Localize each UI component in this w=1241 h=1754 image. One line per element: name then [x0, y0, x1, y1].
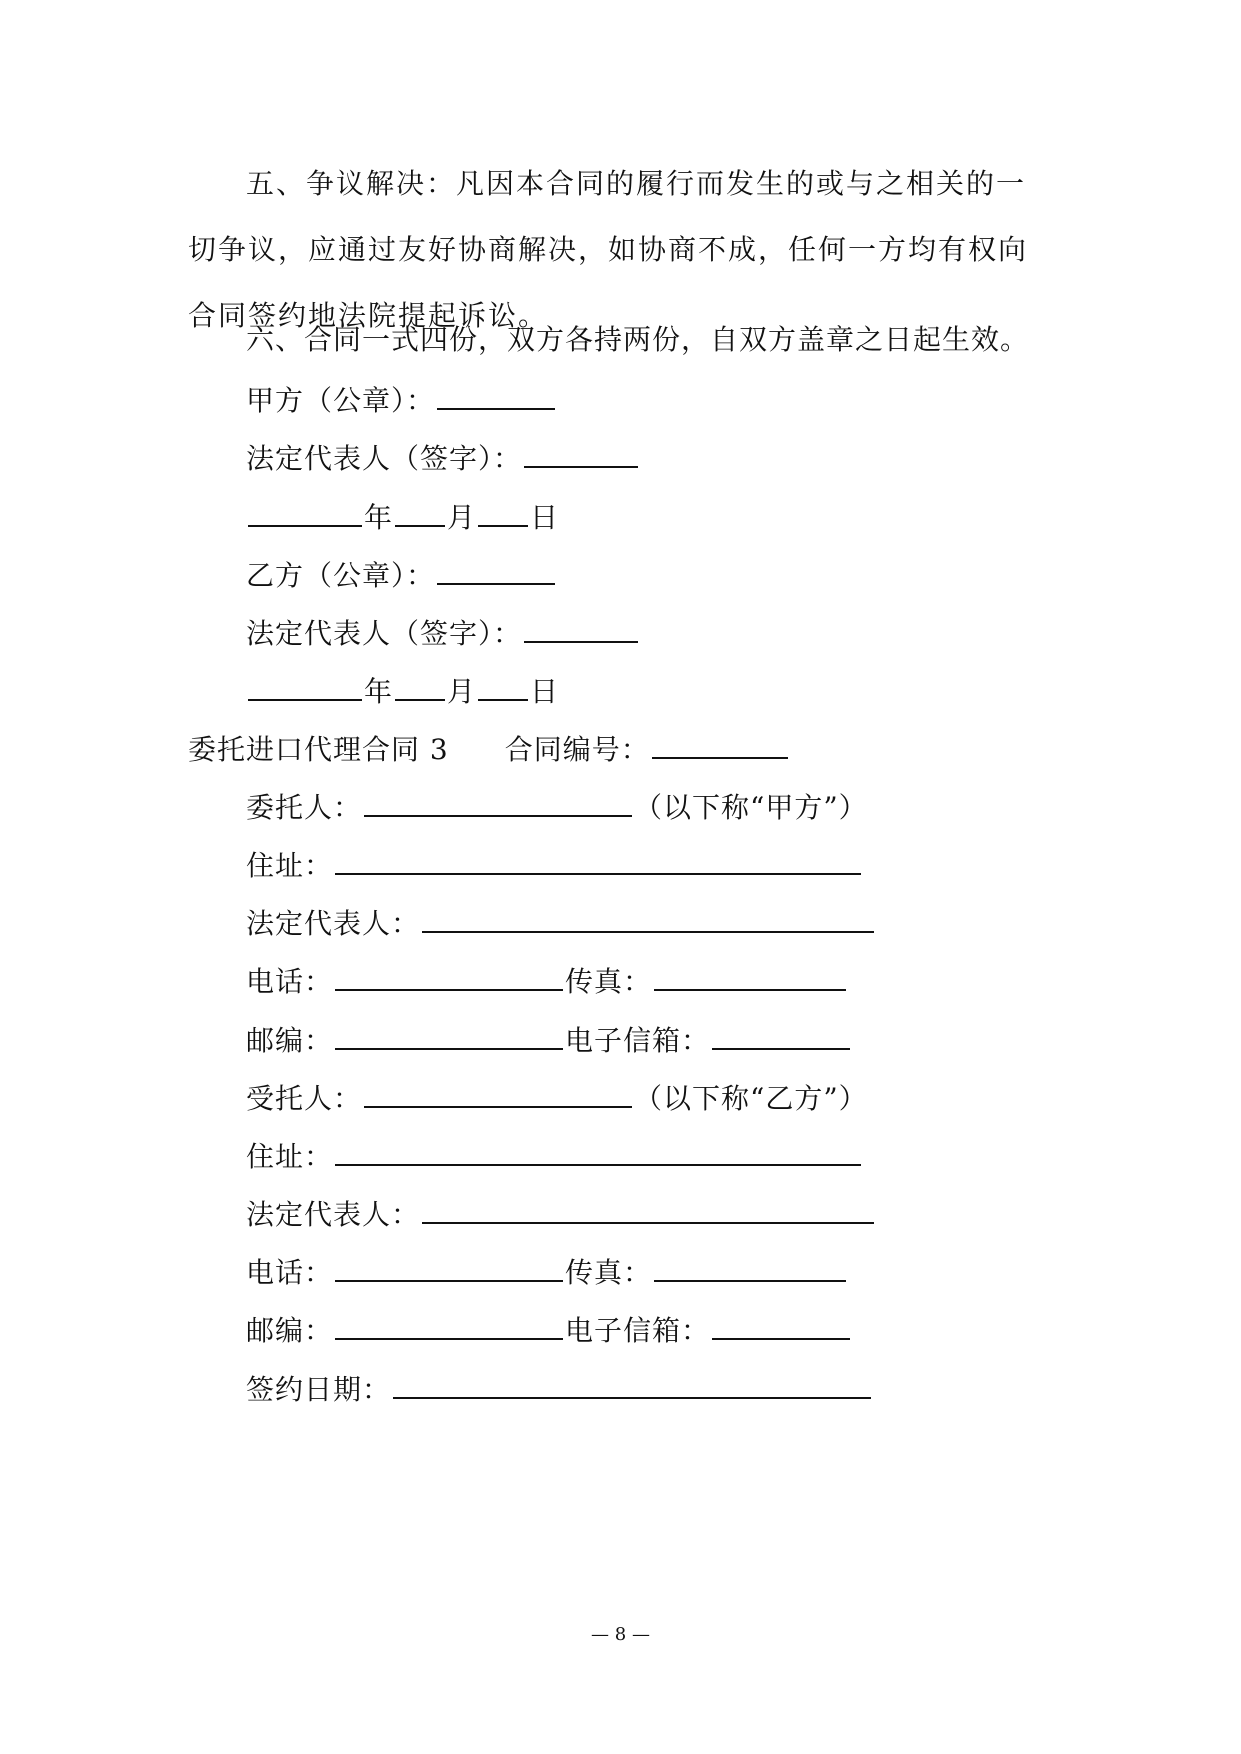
party-b-day-label: 日 [530, 675, 560, 708]
sign-date-label: 签约日期： [246, 1373, 392, 1406]
client-address-blank[interactable] [335, 845, 861, 875]
agent-postcode-label: 邮编： [246, 1314, 334, 1347]
party-a-day-label: 日 [530, 501, 560, 534]
agent-phone-label: 电话： [246, 1256, 334, 1289]
agent-blank[interactable] [364, 1078, 632, 1108]
party-b-legal-rep-label: 法定代表人（签字）： [246, 617, 523, 650]
client-address-line [246, 845, 863, 884]
client-legal-rep-line [246, 903, 876, 942]
party-a-seal-line [246, 380, 557, 419]
client-email-label: 电子信箱： [565, 1024, 711, 1057]
client-phone-blank[interactable] [335, 961, 563, 991]
agent-email-blank[interactable] [712, 1310, 850, 1340]
contract-title: 委托进口代理合同 3 [188, 733, 449, 766]
party-a-legal-rep-label: 法定代表人（签字）： [246, 442, 523, 475]
agent-suffix: （以下称“乙方”） [634, 1082, 868, 1115]
party-b-seal-line [246, 555, 557, 594]
party-a-month-blank[interactable] [395, 497, 445, 527]
party-b-date-line [246, 671, 559, 710]
agent-postcode-blank[interactable] [335, 1310, 563, 1340]
party-a-year-blank[interactable] [248, 497, 362, 527]
client-suffix: （以下称“甲方”） [634, 791, 868, 824]
agent-address-line [246, 1136, 863, 1175]
party-a-legal-rep-line [246, 438, 640, 477]
client-postcode-email-line [246, 1020, 852, 1059]
client-legal-rep-blank[interactable] [422, 903, 874, 933]
client-fax-blank[interactable] [654, 961, 846, 991]
agent-label: 受托人： [246, 1082, 363, 1115]
agent-fax-blank[interactable] [654, 1252, 846, 1282]
agent-email-label: 电子信箱： [565, 1314, 711, 1347]
section-5-paragraph: 五、争议解决：凡因本合同的履行而发生的或与之相关的一切争议，应通过友好协商解决，如协商不成，任何一方均有权向合同签约地法院提起诉讼。 [188, 167, 1029, 332]
party-b-legal-rep-line [246, 613, 640, 652]
client-postcode-label: 邮编： [246, 1024, 334, 1057]
party-a-legal-rep-blank[interactable] [524, 438, 638, 468]
client-fax-label: 传真： [565, 965, 653, 998]
page-number: — 8 — [591, 1624, 650, 1645]
agent-address-label: 住址： [246, 1140, 334, 1173]
party-b-legal-rep-blank[interactable] [524, 613, 638, 643]
party-a-date-line [246, 497, 559, 536]
client-label: 委托人： [246, 791, 363, 824]
section-6-paragraph: 六、合同一式四份，双方各持两份，自双方盖章之日起生效。 [246, 323, 1030, 356]
client-line [246, 787, 868, 826]
agent-phone-fax-line [246, 1252, 848, 1291]
contract-no-label: 合同编号： [504, 733, 650, 766]
contract-no-blank[interactable] [652, 729, 788, 759]
party-b-year-blank[interactable] [248, 671, 362, 701]
agent-legal-rep-blank[interactable] [422, 1194, 874, 1224]
party-a-day-blank[interactable] [478, 497, 528, 527]
client-phone-fax-line [246, 961, 848, 1000]
agent-address-blank[interactable] [335, 1136, 861, 1166]
party-a-seal-blank[interactable] [437, 380, 555, 410]
party-b-year-label: 年 [364, 675, 394, 708]
client-phone-label: 电话： [246, 965, 334, 998]
client-postcode-blank[interactable] [335, 1020, 563, 1050]
party-a-seal-label: 甲方（公章）： [246, 384, 436, 417]
client-email-blank[interactable] [712, 1020, 850, 1050]
agent-phone-blank[interactable] [335, 1252, 563, 1282]
party-a-month-label: 月 [447, 501, 477, 534]
sign-date-blank[interactable] [393, 1369, 871, 1399]
contract-title-line [188, 729, 790, 768]
agent-fax-label: 传真： [565, 1256, 653, 1289]
party-b-seal-blank[interactable] [437, 555, 555, 585]
agent-legal-rep-line [246, 1194, 876, 1233]
agent-line [246, 1078, 868, 1117]
client-blank[interactable] [364, 787, 632, 817]
agent-legal-rep-label: 法定代表人： [246, 1198, 421, 1231]
party-a-year-label: 年 [364, 501, 394, 534]
sign-date-line [246, 1369, 873, 1408]
party-b-seal-label: 乙方（公章）： [246, 559, 436, 592]
party-b-month-blank[interactable] [395, 671, 445, 701]
agent-postcode-email-line [246, 1310, 852, 1349]
party-b-day-blank[interactable] [478, 671, 528, 701]
party-b-month-label: 月 [447, 675, 477, 708]
client-address-label: 住址： [246, 849, 334, 882]
client-legal-rep-label: 法定代表人： [246, 907, 421, 940]
